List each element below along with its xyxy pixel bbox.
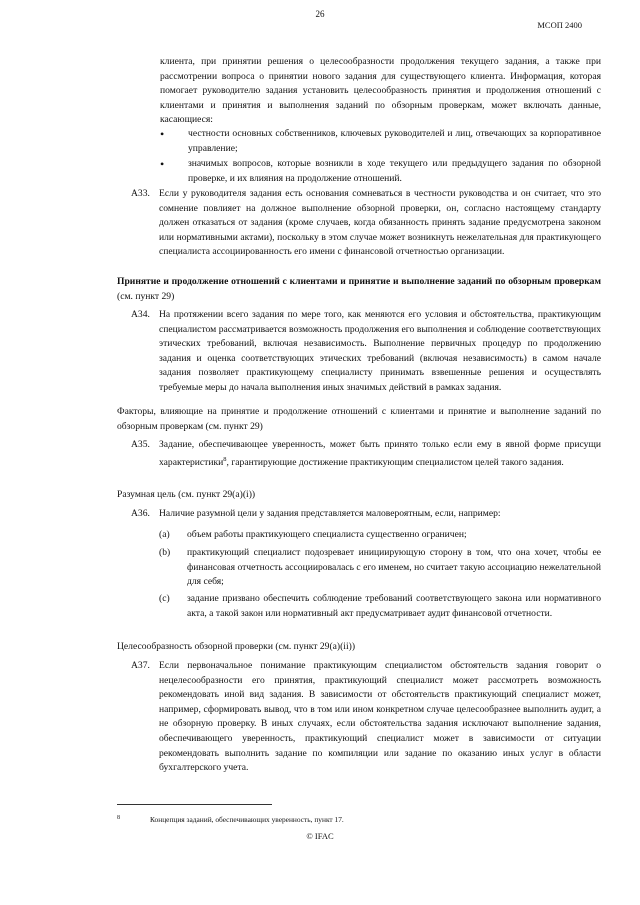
bullet-item: • значимых вопросов, которые возникли в ходе текущего или предыдущего задания по обзорной проверке, и их влияния на продолжение отношений. <box>160 157 601 184</box>
footnote-divider <box>117 804 272 805</box>
intro-paragraph: клиента, при принятии решения о целесообразности продолжения текущего задания, а также при рассмотрении вопроса о принятии нового задания для существующего клиента. Информация, которая помогает руководителю задания установить целесообразность принятия и продолжения отношений с клиентами и принятия и выполнения заданий по обзорным проверкам, может включать данные, касающиеся: <box>160 56 601 126</box>
section-heading: Факторы, влияющие на принятие и продолжение отношений с клиентами и принятие и выполнение заданий по обзорным проверкам (см. пункт 29) <box>117 406 601 432</box>
bullet-item: • честности основных собственников, ключевых руководителей и лиц, отвечающих за корпоративное управление; <box>160 127 601 154</box>
footnote: $^8$ Концепция заданий, обеспечивающих уверенность, пункт 17. <box>117 815 344 825</box>
paragraph-a35: A35. Задание, обеспечивающее уверенность, может быть принято только если ему в явной форме присущи характеристики$^8$, гарантирующие достижение практикующим специалистом целей такого задания. <box>131 439 601 468</box>
list-item: (a) объем работы практикующего специалиста существенно ограничен; <box>159 529 467 540</box>
list-item: (c) задание призвано обеспечить соблюдение требований соответствующего закона или нормативного акта, а такой закон или нормативный акт предусматривает аудит финансовой отчетности. <box>159 593 601 619</box>
copyright: © IFAC <box>306 831 334 841</box>
section-heading: Принятие и продолжение отношений с клиентами и принятие и выполнение заданий по обзорным проверкам (см. пункт 29) <box>117 276 601 302</box>
paragraph-a36: A36. Наличие разумной цели у задания представляется маловероятным, если, например: <box>131 508 501 519</box>
bullet-icon: • <box>160 157 165 171</box>
section-heading: Целесообразность обзорной проверки (см. пункт 29(a)(ii)) <box>117 641 356 652</box>
document-id: МСОП 2400 <box>537 20 582 30</box>
paragraph-a37: A37. Если первоначальное понимание практикующим специалистом обстоятельств задания говорит о нецелесообразности его принятия, практикующий специалист может рассмотреть возможность рекомендовать иной вид задания. В зависимости от обстоятельств практикующий специалист может, например, сформировать вывод, что в том или ином конкретном случае целесообразнее выполнить аудит, а не обзорную проверку. В иных случаях, если обстоятельства задания исключают выполнение задания, обеспечивающего уверенность, практикующий специалист может в зависимости от ситуации рекомендовать выполнить задание по компиляции или задание по оказанию иных услуг в области бухгалтерского учета. <box>131 660 601 774</box>
paragraph-a34: A34. На протяжении всего задания по мере того, как меняются его условия и обстоятельства, практикующим специалистом рассматривается возможность продолжения его выполнения и соблюдение соответствующих этических требований, включая независимость. Выполнение первичных процедур по продолжению задания и оценка соответствующих этических требований (включая независимость) в самом начале задания позволяет практикующему специалисту принимать взвешенные решения и осуществлять требуемые меры до начала выполнения иных значимых действий в рамках задания. <box>131 309 601 393</box>
list-item: (b) практикующий специалист подозревает инициирующую сторону в том, что она хочет, чтобы ее финансовая отчетность ассоциировалась с его именем, но считает такую ассоциацию нежелательной для себя; <box>159 547 601 588</box>
section-heading: Разумная цель (см. пункт 29(a)(i)) <box>117 489 256 500</box>
paragraph-a33: A33. Если у руководителя задания есть основания сомневаться в честности руководства и он считает, что это сомнение повлияет на должное выполнение обзорной проверки, он, согласно настоящему стандарту должен отказаться от задания (кроме случаев, когда обязанность принять задание предусмотрена законом или нормативными актами), поскольку в этом случае может возникнуть нежелательная для практикующего специалиста ассоциированность его имени с финансовой отчетностью организации. <box>131 188 601 258</box>
bullet-icon: • <box>160 127 165 141</box>
page-number: 26 <box>315 9 325 19</box>
